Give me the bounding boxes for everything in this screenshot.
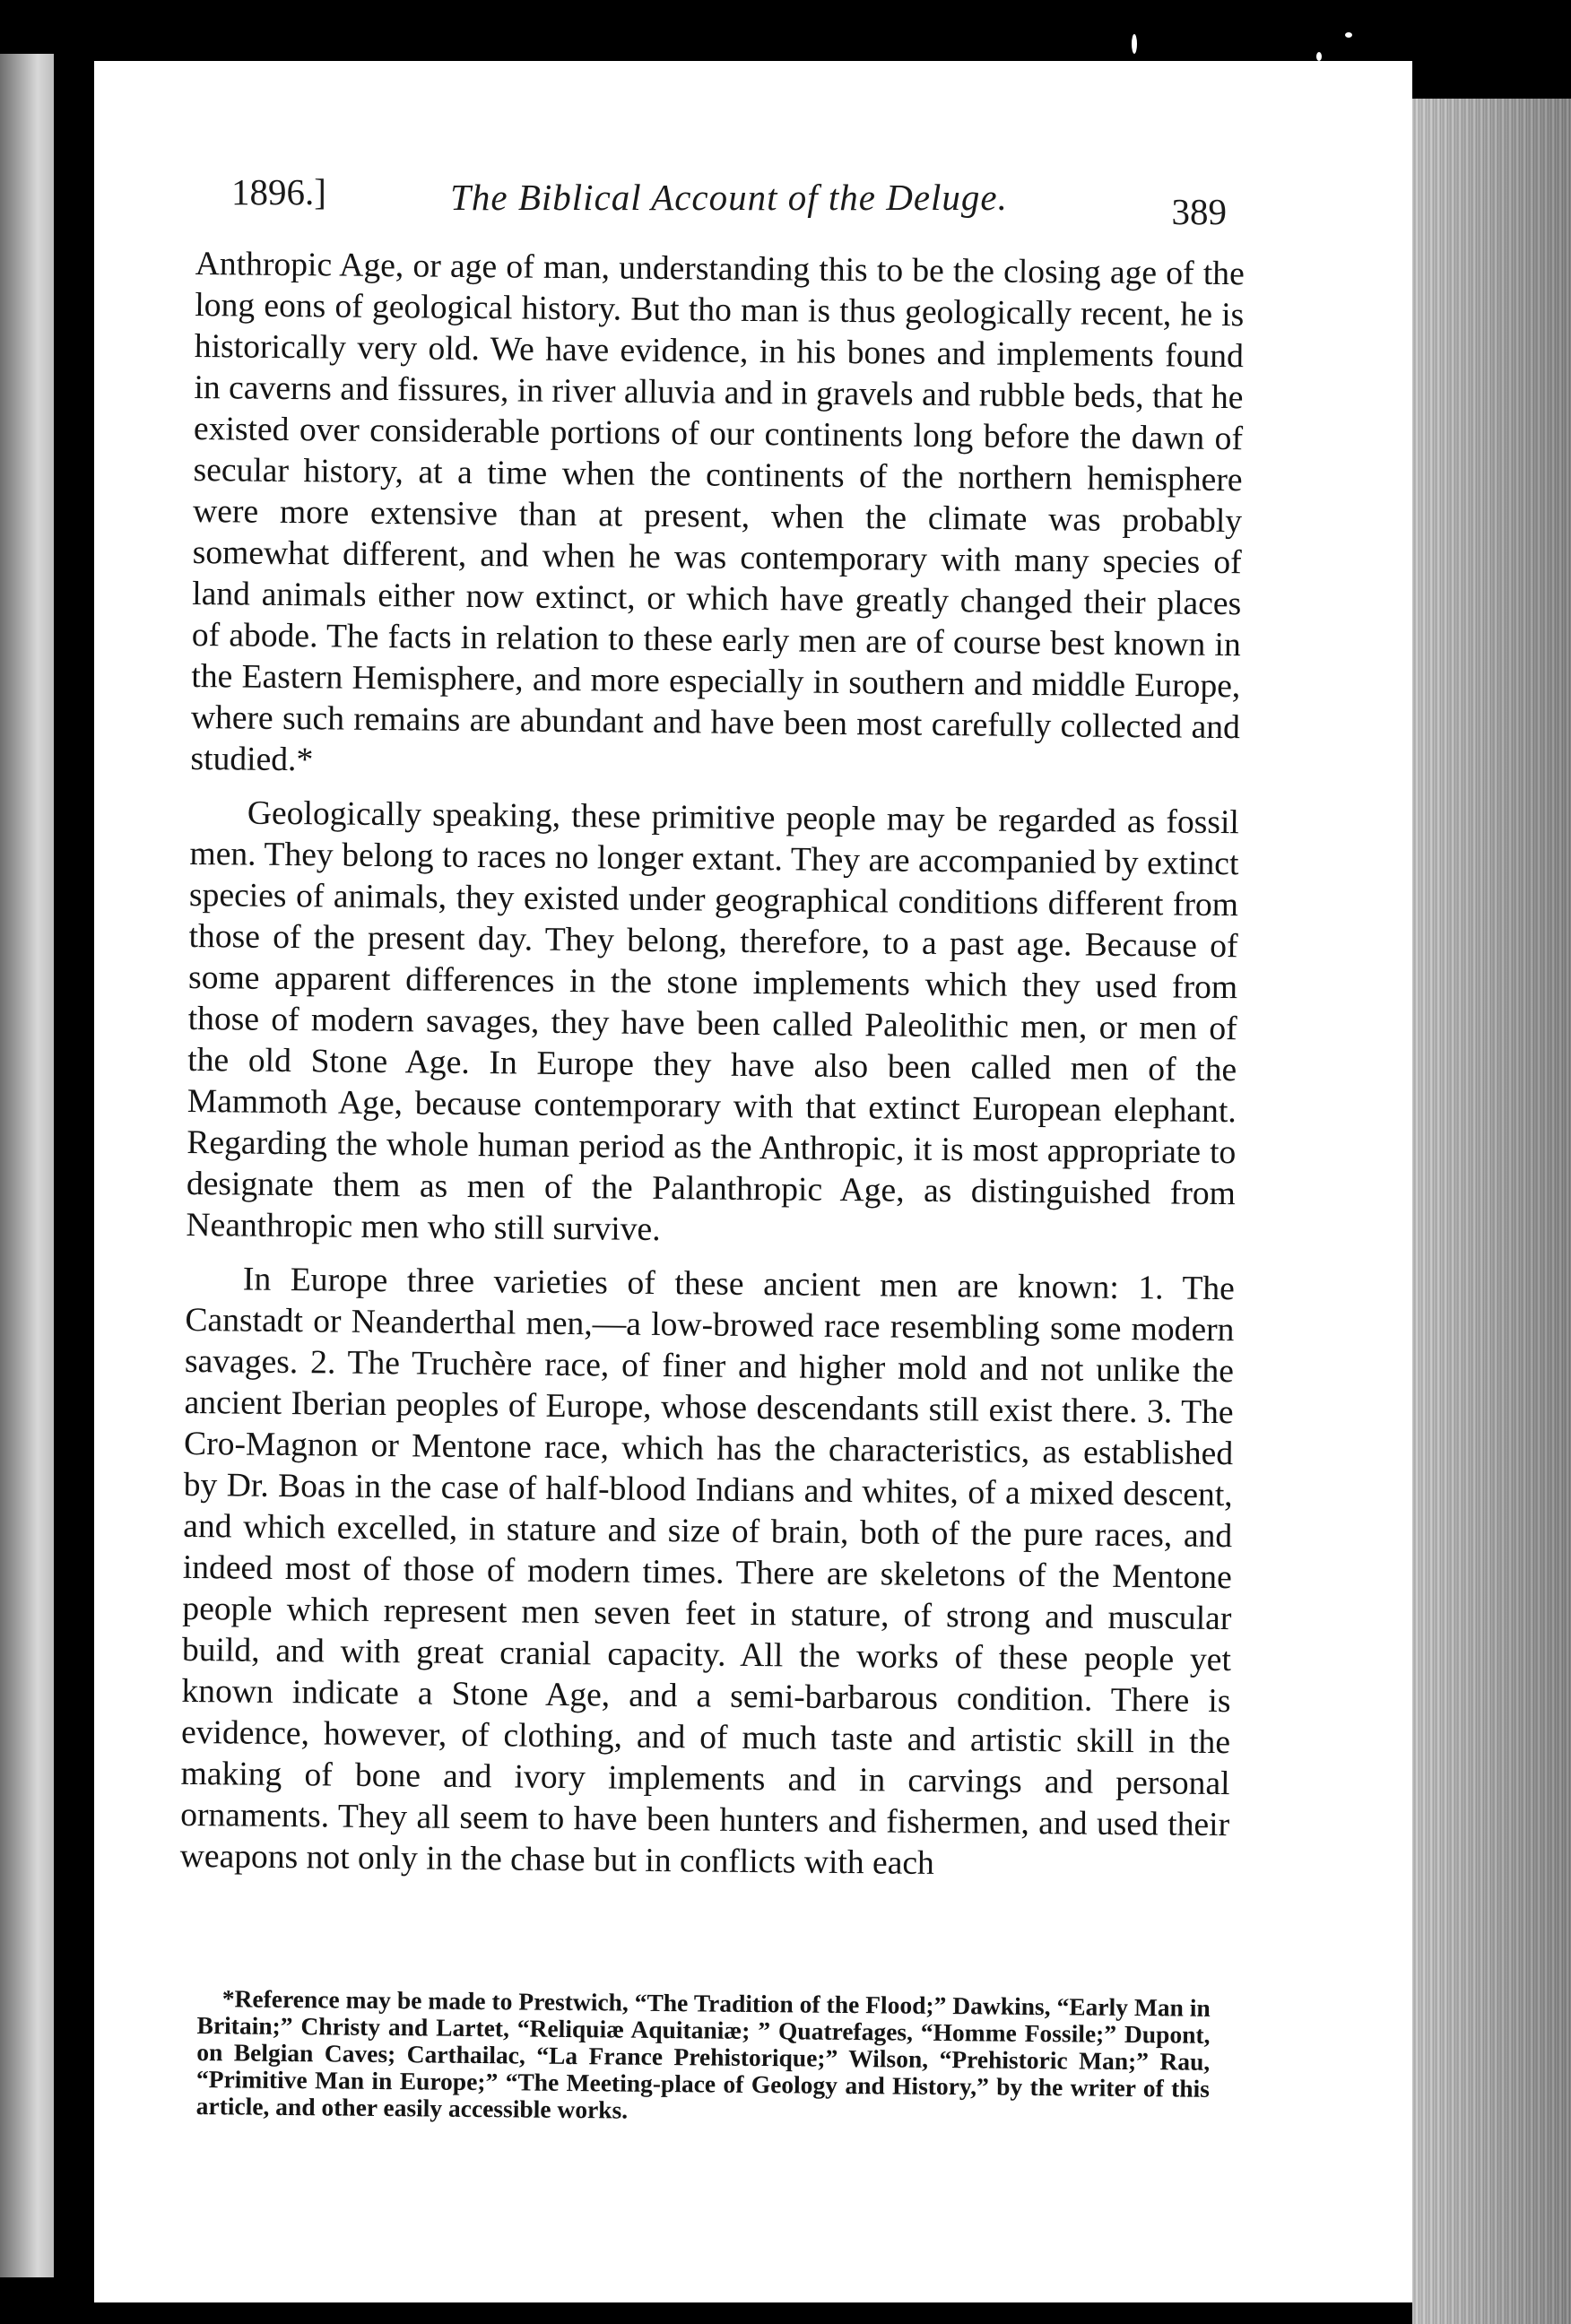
running-title: The Biblical Account of the Deluge. [450, 177, 1008, 218]
left-page-edge [0, 54, 54, 2277]
header-year: 1896.] [231, 171, 326, 212]
paragraph: Anthropic Age, or age of man, understanding this to be the closing age of the long eons of geological history. But tho man is thus geologically recent, he is historically very old. We have evidence, in his bones and implements found in caverns and fissures, in river alluvia and in gravels and rubble beds, that he existed over considerable portions of our continents long before the dawn of secular history, at a time when the continents of the northern hemisphere were more extensive than at present, when the climate was probably somewhat different, and when he was contemporary with many species of land animals either now extinct, or which have greatly changed their places of abode. The facts in relation to these early men are of course best known in the Eastern Hemisphere, and more especially in southern and middle Europe, where such remains are abundant and have been most carefully collected and studied.* [190, 245, 1245, 779]
paragraph: Geologically speaking, these primitive people may be regarded as fossil men. They belong to races no longer extant. They are accompanied by extinct species of animals, they existed under geographical conditions different from those of the present day. They belong, therefore, to a past age. Because of some apparent differences in the stone implements which they used from those of modern savages, they have been called Paleolithic men, or men of the old Stone Age. In Europe they have also been called men of the Mammoth Age, because contemporary with that extinct European elephant. Regarding the whole human period as the Anthropic, it is most appropriate to designate them as men of the Palanthropic Age, as distinguished from Neanthropic men who still survive. [186, 794, 1240, 1249]
body-text [180, 244, 1245, 1887]
page-number: 389 [1171, 191, 1227, 232]
dust-speck [1316, 52, 1322, 61]
running-header [231, 167, 1227, 232]
paragraph: In Europe three varieties of these ancient men are known: 1. The Canstadt or Neanderthal men,—a low-browed race resembling some modern savages. 2. The Truchère race, of finer and higher mold and not unlike the ancient Iberian peoples of Europe, whose descendants still exist there. 3. The Cro-Magnon or Mentone race, which has the characteristics, as established by Dr. Boas in the case of half-blood Indians and whites, of a mixed descent, and which excelled, in stature and size of brain, both of the pure races, and indeed most of those of modern times. There are skeletons of the Mentone people which represent men seven feet in stature, of strong and muscular build, and with great cranial capacity. All the works of these people yet known indicate a Stone Age, and a semi-barbarous condition. There is evidence, however, of clothing, and of much taste and artistic skill in the making of bone and ivory implements and in carvings and personal ornaments. They all seem to have been hunters and fishermen, and used their weapons not only in the chase but in conflicts with each [179, 1261, 1236, 1882]
footnote: *Reference may be made to Prestwich, “The Tradition of the Flood;” Dawkins, “Early Man in Britain;” Christy and Lartet, “Reliquiæ Aquitaniæ; ” Quatrefages, “Homme Fossile;” Dupont, on Belgian Caves; Carthailac, “La France Prehistorique;” Wilson, “Prehistoric Man;” Rau, “Primitive Man in Europe;” “The Meeting-place of Geology and History,” by the writer of this article, and other easily accessible works. [195, 1984, 1211, 2124]
dust-speck [1345, 32, 1352, 38]
page-stack-edge [1412, 99, 1571, 2324]
dust-speck [1132, 34, 1137, 54]
